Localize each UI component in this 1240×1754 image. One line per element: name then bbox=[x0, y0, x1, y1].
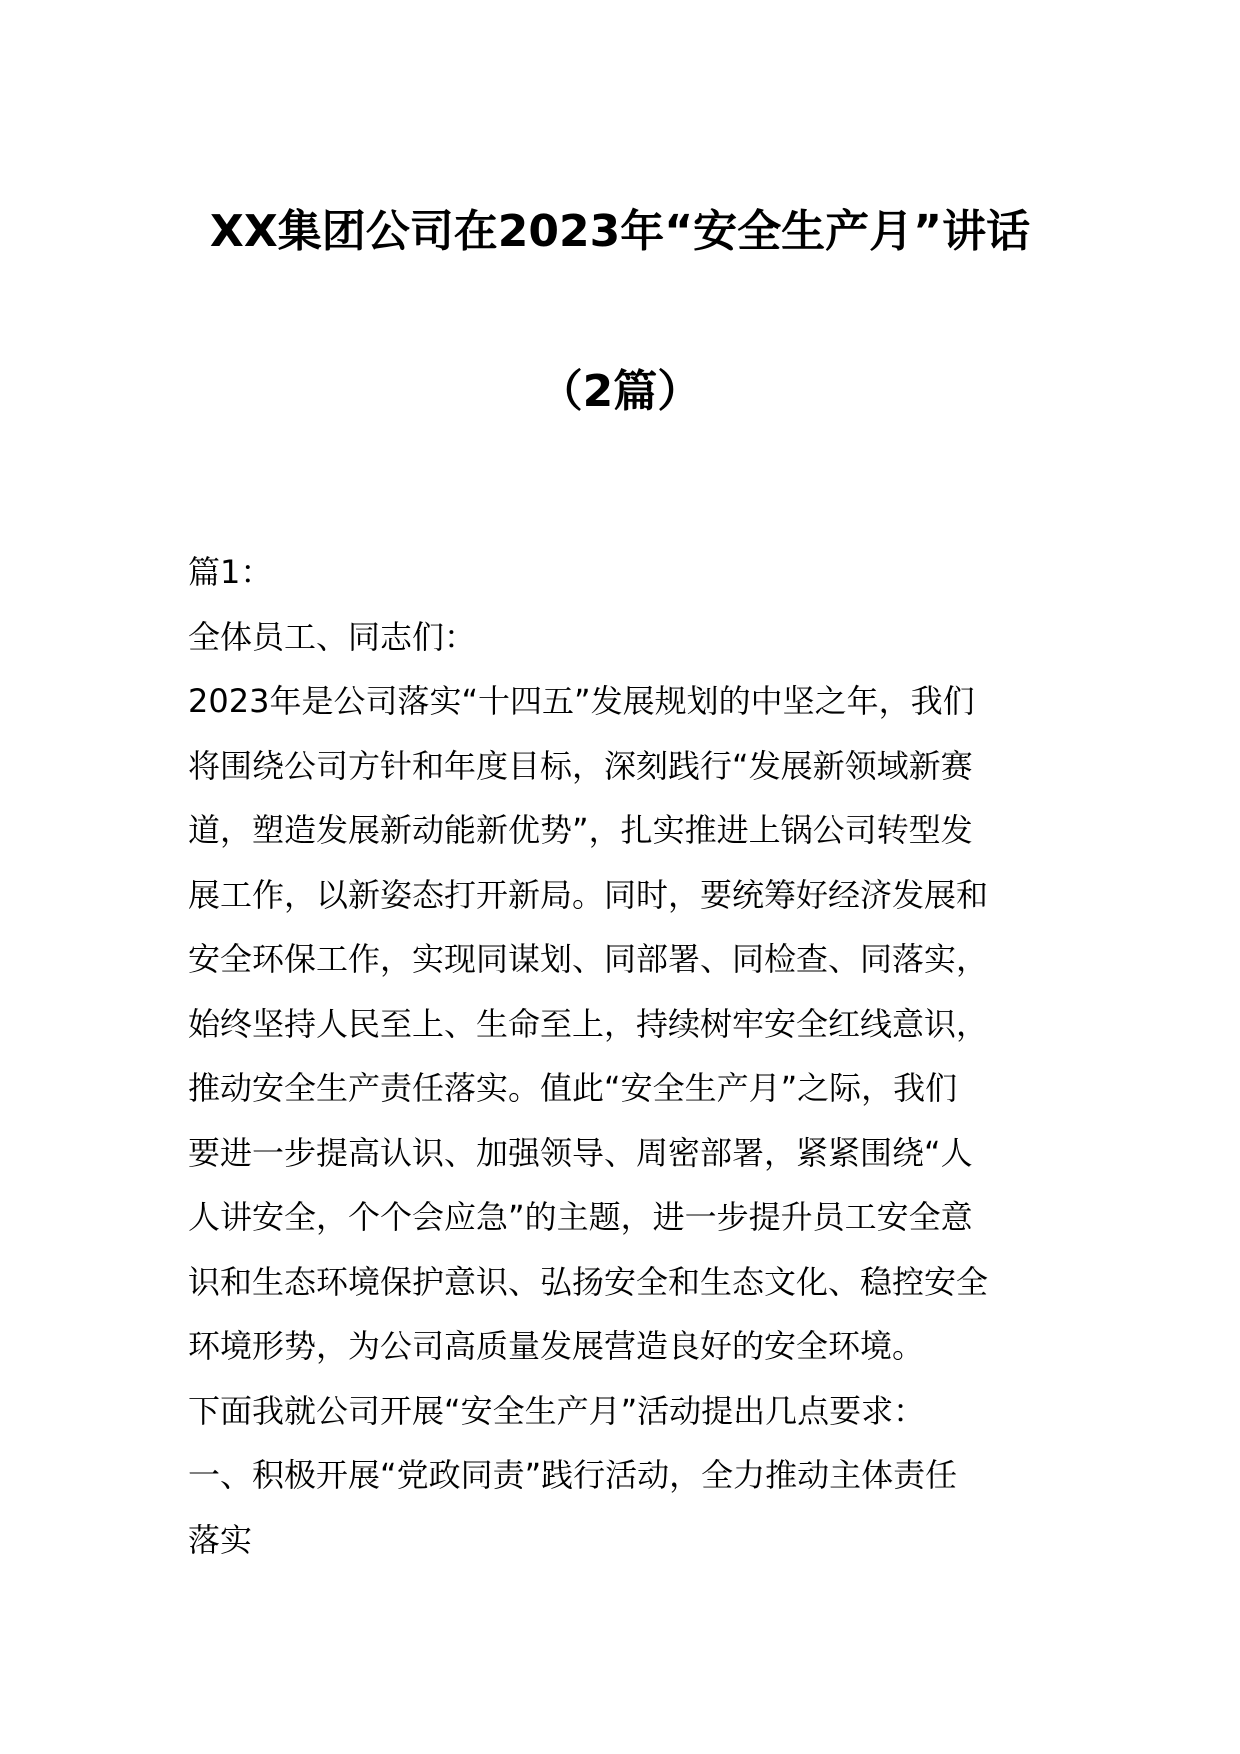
text-line: 要进一步提高认识、加强领导、周密部署，紧紧围绕“人 bbox=[188, 1133, 973, 1172]
text-line: 落实 bbox=[188, 1520, 253, 1559]
text-line: 篇1： bbox=[188, 553, 273, 591]
text-line: 展工作，以新姿态打开新局。同时，要统筹好经济发展和 bbox=[188, 875, 989, 914]
document-body bbox=[188, 540, 1068, 1572]
text-line: 一、积极开展“党政同责”践行活动，全力推动主体责任 bbox=[188, 1456, 958, 1494]
text-line: 推动安全生产责任落实。值此“安全生产月”之际，我们 bbox=[188, 1069, 958, 1107]
document-title: XX集团公司在2023年“安全生产月”讲话 bbox=[209, 206, 1031, 257]
text-line: 人讲安全，个个会应急”的主题，进一步提升员工安全意 bbox=[188, 1198, 973, 1236]
text-line: 始终坚持人民至上、生命至上，持续树牢安全红线意识， bbox=[188, 1004, 989, 1043]
text-line: 2023年是公司落实“十四五”发展规划的中坚之年，我们 bbox=[188, 682, 975, 720]
text-line: 安全环保工作，实现同谋划、同部署、同检查、同落实， bbox=[188, 940, 989, 978]
text-line: 将围绕公司方针和年度目标，深刻践行“发展新领域新赛 bbox=[188, 746, 973, 785]
text-line: 环境形势，为公司高质量发展营造良好的安全环境。 bbox=[188, 1327, 925, 1365]
document-subtitle: （2篇） bbox=[538, 366, 702, 417]
text-line: 道，塑造发展新动能新优势”，扎实推进上锅公司转型发 bbox=[188, 811, 973, 849]
text-line: 识和生态环境保护意识、弘扬安全和生态文化、稳控安全 bbox=[188, 1262, 989, 1301]
text-line: 全体员工、同志们： bbox=[188, 617, 477, 656]
text-line: 下面我就公司开展“安全生产月”活动提出几点要求： bbox=[188, 1391, 926, 1430]
